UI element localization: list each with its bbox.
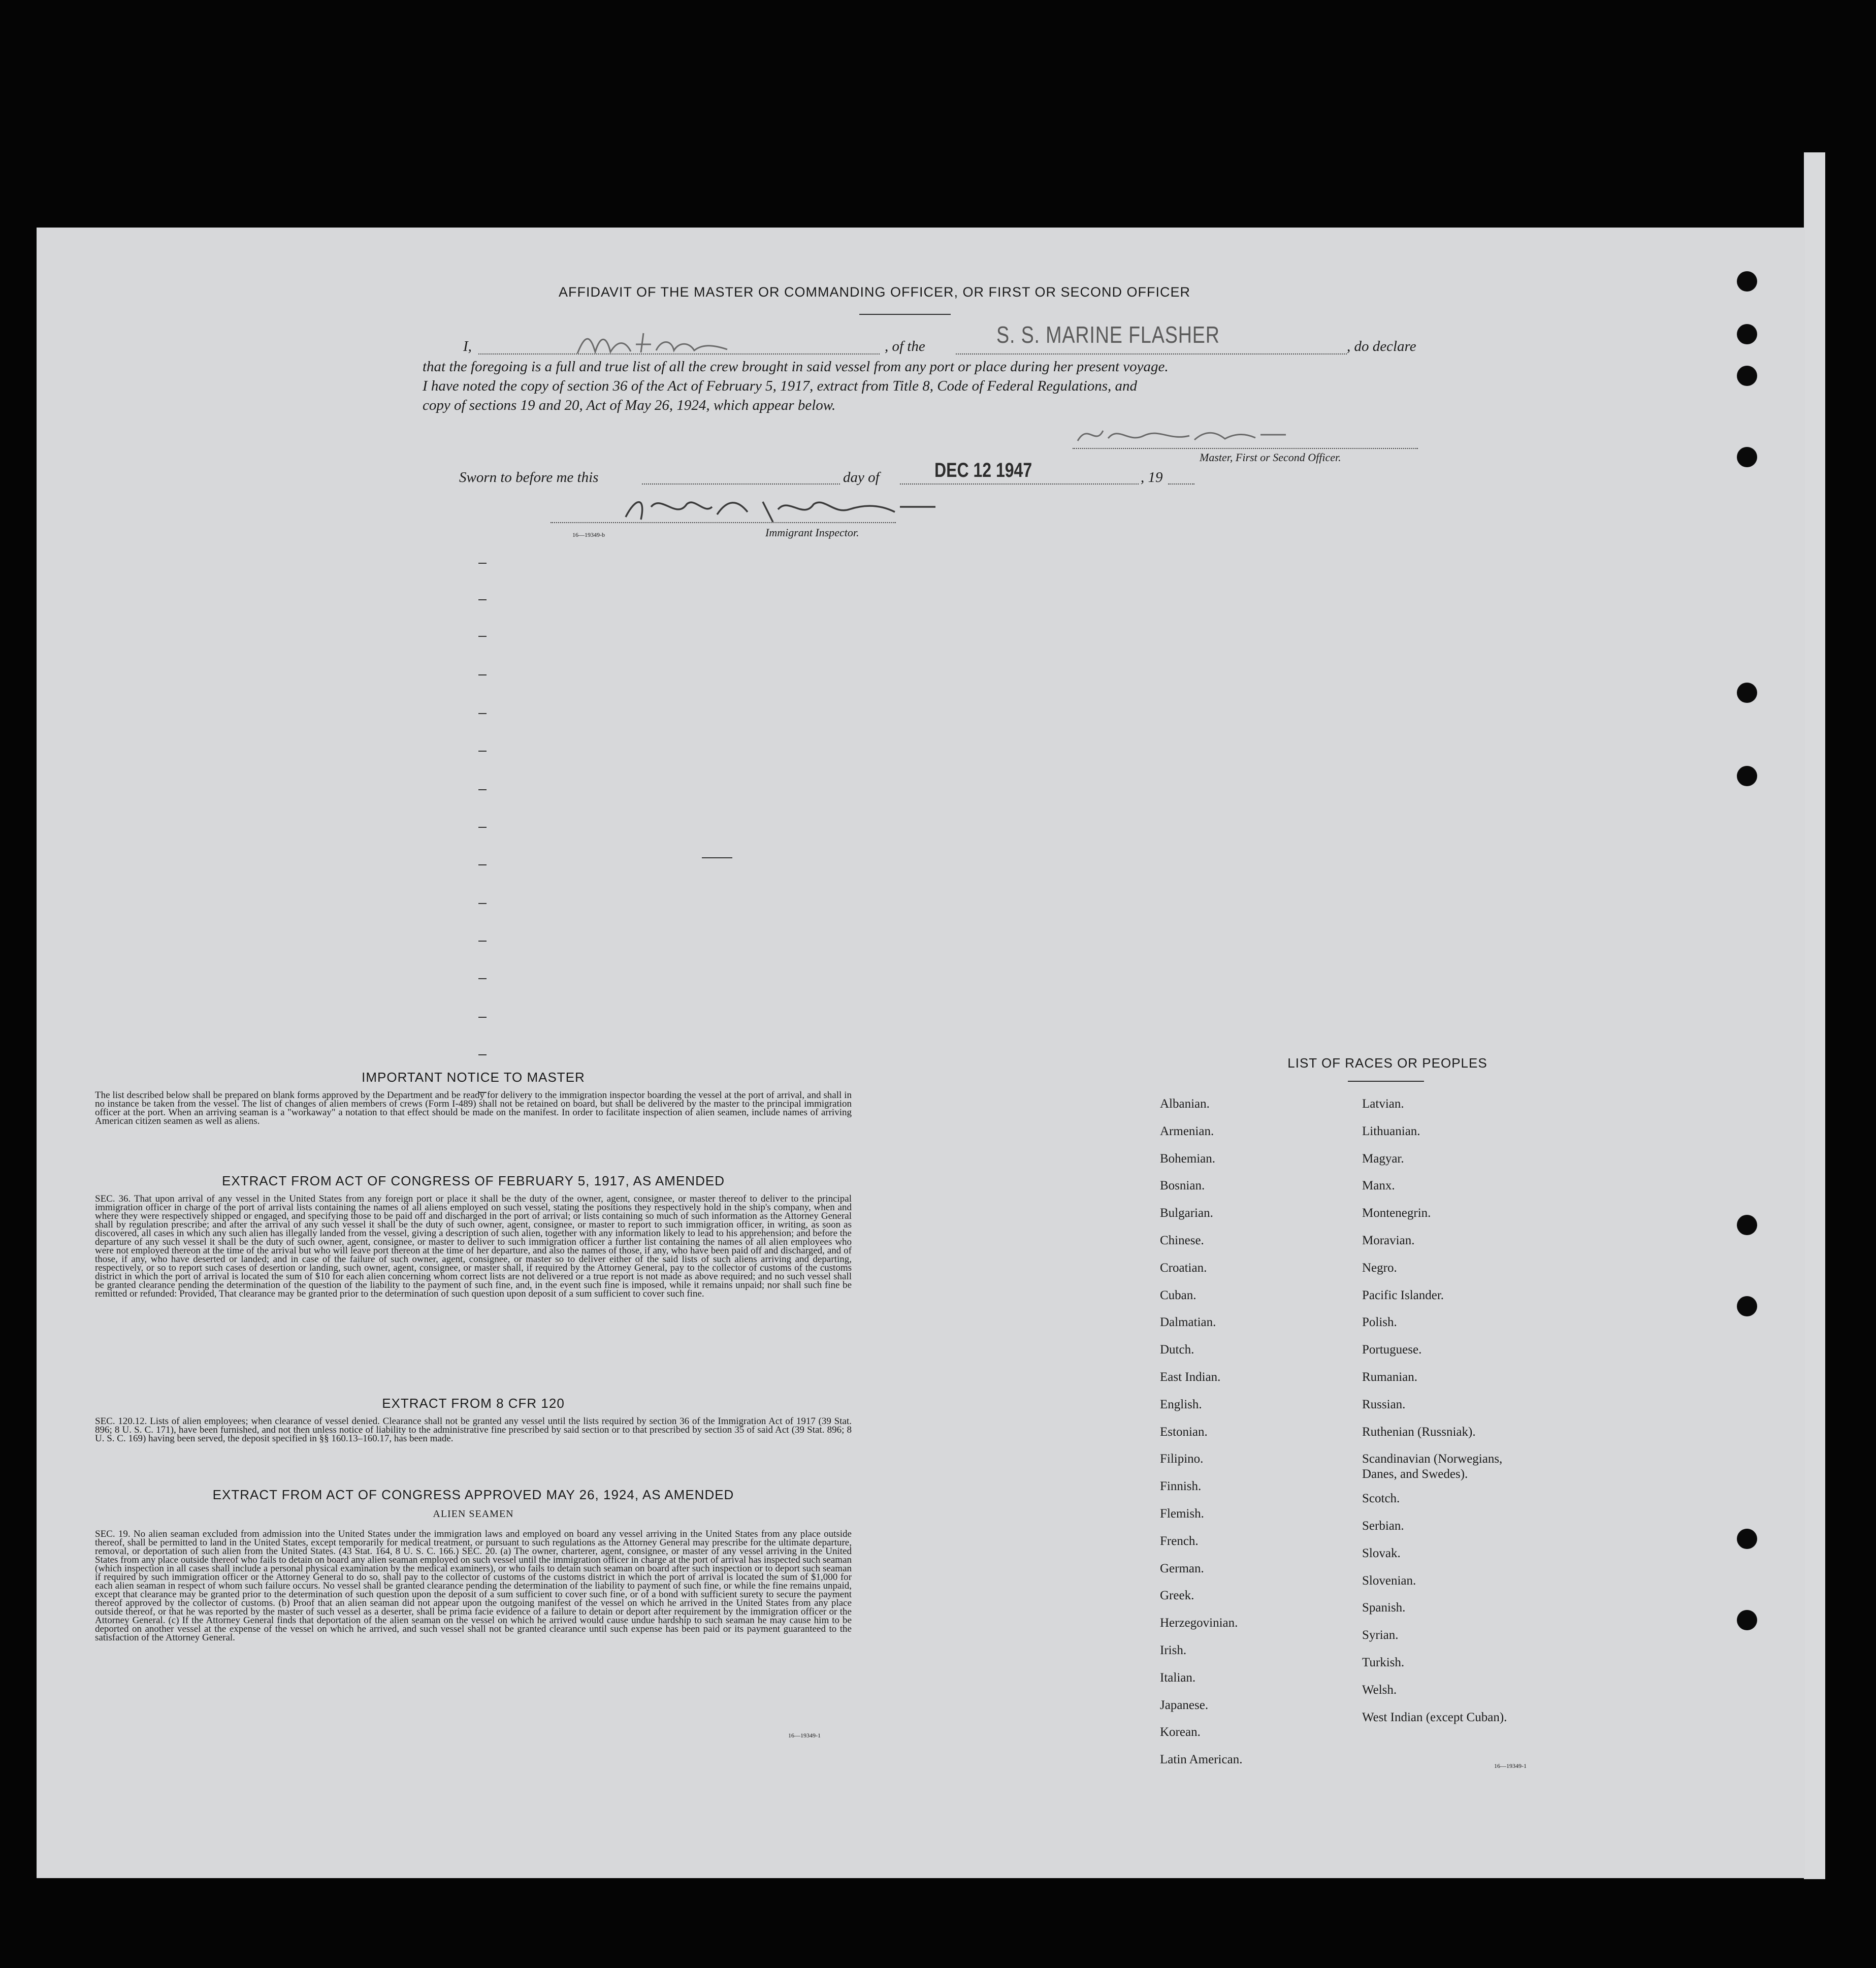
races-title: LIST OF RACES OR PEOPLES [1287, 1055, 1487, 1071]
sworn-prefix: Sworn to before me this [459, 469, 599, 486]
form-number-left: 16—19349-1 [788, 1732, 821, 1739]
punch-hole [1737, 324, 1757, 344]
race-item: English. [1160, 1397, 1202, 1411]
race-item: Flemish. [1160, 1507, 1204, 1521]
affidavit-line4: copy of sections 19 and 20, Act of May 26, 1924, which appear below. [423, 397, 836, 413]
race-item: Latvian. [1362, 1097, 1404, 1111]
affidavit-line3: I have noted the copy of section 36 of the Act of February 5, 1917, extract from Title 8, Code of Federal Regulations, and [423, 378, 1138, 394]
race-item: East Indian. [1160, 1370, 1221, 1384]
punch-hole [1737, 271, 1757, 292]
race-item: Magyar. [1362, 1151, 1404, 1166]
race-item: Filipino. [1160, 1452, 1204, 1466]
date-blank [900, 483, 1139, 485]
ruling-tick [478, 1017, 487, 1018]
ruling-tick [478, 978, 487, 979]
extract-cfr-text: SEC. 120.12. Lists of alien employees; when clearance of vessel denied. Clearance shall not be granted any vessel until the lists required by section 36 of the Immigration Act of 1917 (39 Stat. 896; 8 U. S. C. 171), have been furnished, and not then unless notice of liability to the administrative fine prescribed by said section or to that prescribed by section 35 of said Act (39 Stat. 896; 8 U. S. C. 169) having been served, the deposit specified in §§ 160.13–160.17, has been made. [95, 1416, 852, 1444]
sworn-blank [642, 483, 840, 485]
race-item: German. [1160, 1561, 1204, 1575]
title-rule [859, 314, 951, 315]
races-title-rule [1348, 1081, 1424, 1082]
inspector-signature [610, 492, 956, 530]
notice-text: The list described below shall be prepared on blank forms approved by the Department and be ready for delivery to the immigration inspector boarding the vessel at the port of arrival, and shall in no instance be taken from the vessel. The list of changes of alien members of crews (Form I-489) shall not be retained on board, but shall be delivered by the master to the principal immigration officer at the port. When an arriving seaman is a "workaway" a notation to that effect should be made on the manifest. In order to facilitate inspection of alien seamen, include names of arriving American citizen seamen as well as aliens. [95, 1090, 852, 1126]
race-item: French. [1160, 1534, 1199, 1548]
race-item: Herzegovinian. [1160, 1616, 1238, 1630]
date-stamp: DEC 12 1947 [934, 459, 1032, 481]
extract-1924-title: EXTRACT FROM ACT OF CONGRESS APPROVED MAY 26, 1924, AS AMENDED [212, 1487, 734, 1502]
alien-seamen-subtitle: ALIEN SEAMEN [433, 1508, 514, 1520]
race-item: Italian. [1160, 1670, 1196, 1685]
extract-1917-title: EXTRACT FROM ACT OF CONGRESS OF FEBRUARY 5, 1917, AS AMENDED [222, 1173, 725, 1188]
race-item: Dalmatian. [1160, 1315, 1216, 1330]
extract-1924-text: SEC. 19. No alien seaman excluded from admission into the United States under the immigration laws and employed on board any vessel arriving in the United States from any place outside thereof, shall be permitted to land in the United States, except temporarily for medical treatment, or pursuant to such regulations as the Attorney General may prescribe for the ultimate departure, removal, or deportation of such alien from the United States. (43 Stat. 164, 8 U. S. C. 166.) SEC. 20. (a) The owner, charterer, agent, consignee, or master of any vessel arriving in the United States from any place outside thereof who fails to detain on board any alien seaman employed on such vessel until the immigration officer in charge at the port of arrival has inspected such seaman (which inspection in all cases shall include a personal physical examination by the medical examiners), or who fails to detain such seaman on board after such inspection or to deport such seaman if required by such immigration officer or the Attorney General to do so, shall pay to the collector of customs of the customs district in which the port of arrival is located the sum of $1,000 for each alien seaman in respect of whom such failure occurs. No vessel shall be granted clearance pending the determination of the liability to payment of such fine, or while the fine remains unpaid, except that clearance may be granted prior to the determination of such question upon the deposit of a sum sufficient to cover such fine, or of a bond with sufficient surety to secure the payment thereof approved by the collector of customs. (b) Proof that an alien seaman did not appear upon the outgoing manifest of the vessel on which he arrived in the United States from any place outside thereof, or that he was reported by the master of such vessel as a deserter, shall be prima facie evidence of a failure to detain or deport after requirement by the immigration officer or the Attorney General. (c) If the Attorney General finds that deportation of the alien seaman on the vessel on which he arrived would cause undue hardship to such seaman he may cause him to be deported on another vessel at the expense of the vessel on which he arrived, and such vessel shall not be granted clearance until such expense has been paid or its payment guaranteed to the satisfaction of the Attorney General. [95, 1529, 852, 1643]
ruling-tick [478, 1054, 487, 1055]
race-item: Cuban. [1160, 1288, 1196, 1302]
handwritten-master [575, 329, 758, 360]
race-item: Danes, and Swedes). [1362, 1467, 1468, 1481]
notice-title: IMPORTANT NOTICE TO MASTER [362, 1070, 585, 1085]
race-item: Croatian. [1160, 1261, 1207, 1275]
ruling-tick [478, 713, 487, 714]
ruling-tick [478, 941, 487, 942]
race-item: Lithuanian. [1362, 1124, 1420, 1138]
ruling-tick [478, 827, 487, 828]
ruling-tick [478, 636, 487, 637]
year-blank [1168, 483, 1194, 485]
race-item: Greek. [1160, 1589, 1194, 1603]
race-item: Turkish. [1362, 1656, 1405, 1669]
form-number-right: 16—19349-1 [1494, 1762, 1527, 1769]
sworn-day-label: day of [843, 469, 880, 486]
race-item: West Indian (except Cuban). [1362, 1710, 1507, 1724]
punch-hole [1737, 766, 1757, 786]
officer-caption: Master, First or Second Officer. [1200, 451, 1341, 464]
race-item: Irish. [1160, 1643, 1187, 1657]
punch-hole [1737, 1610, 1757, 1630]
race-item: Portuguese. [1362, 1343, 1422, 1357]
race-item: Spanish. [1362, 1601, 1406, 1615]
race-item: Bulgarian. [1160, 1206, 1213, 1220]
ruling-tick [478, 751, 487, 752]
race-item: Bohemian. [1160, 1151, 1216, 1166]
punch-hole [1737, 1529, 1757, 1549]
race-item: Montenegrin. [1362, 1206, 1431, 1220]
punch-hole [1737, 447, 1757, 467]
race-item: Finnish. [1160, 1479, 1202, 1494]
race-item: Albanian. [1160, 1097, 1210, 1111]
affidavit-line2: that the foregoing is a full and true list of all the crew brought in said vessel from any port or place during her present voyage. [423, 359, 1169, 375]
race-item: Moravian. [1362, 1234, 1415, 1247]
form-number-top: 16—19349-b [572, 531, 605, 538]
inspector-caption: Immigrant Inspector. [765, 526, 859, 539]
race-item: Manx. [1362, 1179, 1395, 1193]
race-item: Japanese. [1160, 1698, 1209, 1712]
race-item: Slovenian. [1362, 1573, 1416, 1588]
affidavit-line1-prefix: I, [463, 338, 472, 354]
officer-signature-line [1073, 448, 1418, 449]
race-item: Ruthenian (Russniak). [1362, 1425, 1476, 1439]
ruling-tick [478, 789, 487, 790]
race-item: Negro. [1362, 1261, 1397, 1275]
ruling-tick [702, 857, 732, 858]
race-item: Estonian. [1160, 1425, 1208, 1439]
vessel-blank [956, 353, 1347, 354]
inspector-signature-line [551, 522, 896, 523]
affidavit-line1-suffix: , do declare [1347, 338, 1416, 354]
race-item: Armenian. [1160, 1124, 1214, 1138]
punch-hole [1737, 683, 1757, 703]
race-item: Scotch. [1362, 1492, 1400, 1506]
extract-cfr-title: EXTRACT FROM 8 CFR 120 [382, 1396, 565, 1411]
punch-hole [1737, 1296, 1757, 1316]
extract-1917-text: SEC. 36. That upon arrival of any vessel in the United States from any foreign port or place it shall be the duty of the owner, agent, consignee, or master thereof to deliver to the principal immigration officer in charge of the port of arrival lists containing the names of all aliens employed on such vessel, stating the positions they respectively hold in the ship's company, when and where they were respectively shipped or engaged, and specifying those to be paid off and discharged in the port of arrival; or lists containing so much of such information as the Attorney General shall by regulation prescribe; and after the arrival of any such vessel it shall be the duty of such owner, agent, consignee, or master to report to such immigration officer, in writing, as soon as discovered, all cases in which any such alien has illegally landed from the vessel, giving a description of such alien, together with any information likely to lead to his apprehension; and before the departure of any such vessel it shall be the duty of such owner, agent, consignee, or master to deliver to such immigration officer a further list containing the names of all alien employees who were not employed thereon at the time of the arrival but who will leave port thereon at the time of her departure, and also the names of those, if any, who have been paid off and discharged, and of those, if any, who have deserted or landed; and in case of the failure of such owner, agent, consignee, or master so to deliver either of the said lists of such aliens arriving and departing, respectively, or so to report such cases of desertion or landing, such owner, agent, consignee, or master shall, if required by the Attorney General, pay to the collector of customs of the customs district in which the port of arrival is located the sum of $10 for each alien concerning whom correct lists are not delivered or a true report is not made as above required; and no such vessel shall be granted clearance pending the determination of the question of the liability to the payment of such fine, and, in the event such fine is imposed, while it remains unpaid; nor shall such fine be remitted or refunded: Provided, That clearance may be granted prior to the determination of such question upon deposit of a sum sufficient to cover such fine. [95, 1193, 852, 1299]
punch-hole [1737, 1215, 1757, 1235]
vessel-name-stamp: S. S. MARINE FLASHER [996, 321, 1220, 348]
ruling-tick [478, 864, 487, 865]
race-item: Serbian. [1362, 1519, 1404, 1533]
race-item: Dutch. [1160, 1343, 1194, 1357]
document-page [37, 228, 1805, 1878]
race-item: Russian. [1362, 1397, 1406, 1411]
race-item: Pacific Islander. [1362, 1288, 1444, 1302]
race-item: Slovak. [1362, 1546, 1401, 1560]
race-item: Bosnian. [1160, 1179, 1205, 1193]
race-item: Rumanian. [1362, 1370, 1418, 1384]
sworn-year: , 19 [1141, 469, 1163, 486]
punch-hole [1737, 366, 1757, 386]
affidavit-title: AFFIDAVIT OF THE MASTER OR COMMANDING OFFICER, OR FIRST OR SECOND OFFICER [558, 284, 1191, 300]
ruling-tick [478, 674, 487, 675]
race-item: Welsh. [1362, 1683, 1397, 1697]
adjacent-page-edge [1804, 152, 1825, 1879]
race-item: Scandinavian (Norwegians, [1362, 1452, 1503, 1466]
ruling-tick [478, 599, 487, 600]
race-item: Syrian. [1362, 1628, 1399, 1642]
race-item: Korean. [1160, 1725, 1201, 1739]
affidavit-line1-mid: , of the [885, 338, 925, 354]
ruling-tick [478, 563, 487, 564]
race-item: Latin American. [1160, 1753, 1243, 1767]
race-item: Polish. [1362, 1315, 1397, 1330]
race-item: Chinese. [1160, 1234, 1204, 1247]
ruling-tick [478, 903, 487, 904]
